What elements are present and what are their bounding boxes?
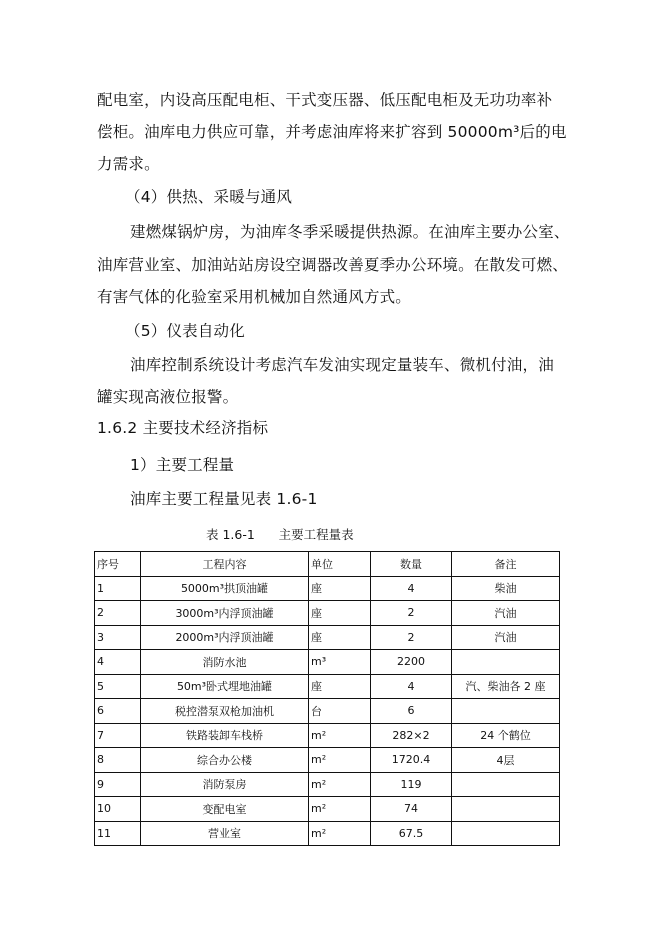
cell-seq: 6 [95, 699, 141, 724]
table-intro-text: 油库主要工程量见表 1.6-1 [130, 490, 318, 508]
cell-seq: 8 [95, 748, 141, 773]
cell-seq: 4 [95, 650, 141, 675]
cell-name: 营业室 [141, 821, 309, 846]
cell-qty: 4 [371, 576, 452, 601]
cell-seq: 1 [95, 576, 141, 601]
heading-instrument-automation: （5）仪表自动化 [125, 322, 245, 340]
paragraph-heating-line1: 建燃煤锅炉房，为油库冬季采暖提供热源。在油库主要办公室、 [130, 223, 570, 241]
header-note: 备注 [452, 552, 560, 577]
cell-unit: 座 [309, 674, 371, 699]
cell-seq: 10 [95, 797, 141, 822]
cell-name: 5000m³拱顶油罐 [141, 576, 309, 601]
cell-note: 柴油 [452, 576, 560, 601]
paragraph-power-line2: 偿柜。油库电力供应可靠，并考虑油库将来扩容到 50000m³后的电 [97, 123, 567, 141]
cell-unit: 座 [309, 601, 371, 626]
subheading-main-quantities: 1）主要工程量 [130, 456, 235, 474]
cell-name: 3000m³内浮顶油罐 [141, 601, 309, 626]
cell-note [452, 650, 560, 675]
cell-qty: 2200 [371, 650, 452, 675]
table-row [95, 821, 560, 846]
table-row [95, 797, 560, 822]
header-name: 工程内容 [141, 552, 309, 577]
cell-note [452, 772, 560, 797]
cell-seq: 2 [95, 601, 141, 626]
cell-note: 汽油 [452, 601, 560, 626]
table-row [95, 576, 560, 601]
cell-unit: m² [309, 748, 371, 773]
paragraph-power-line1: 配电室，内设高压配电柜、干式变压器、低压配电柜及无功功率补 [97, 91, 553, 109]
cell-seq: 11 [95, 821, 141, 846]
header-qty: 数量 [371, 552, 452, 577]
cell-note: 汽油 [452, 625, 560, 650]
cell-qty: 2 [371, 601, 452, 626]
cell-unit: 座 [309, 576, 371, 601]
cell-qty: 4 [371, 674, 452, 699]
cell-qty: 74 [371, 797, 452, 822]
cell-note: 24 个鹤位 [452, 723, 560, 748]
paragraph-control-line2: 罐实现高液位报警。 [97, 388, 239, 406]
cell-name: 变配电室 [141, 797, 309, 822]
cell-name: 综合办公楼 [141, 748, 309, 773]
table-header-row [95, 552, 560, 577]
cell-unit: m² [309, 772, 371, 797]
paragraph-power-line3: 力需求。 [97, 155, 160, 173]
cell-name: 消防水池 [141, 650, 309, 675]
cell-seq: 7 [95, 723, 141, 748]
table-row [95, 772, 560, 797]
table-row [95, 601, 560, 626]
cell-note [452, 821, 560, 846]
table-row [95, 650, 560, 675]
cell-unit: m² [309, 723, 371, 748]
main-quantities-table [94, 551, 560, 846]
cell-qty: 67.5 [371, 821, 452, 846]
cell-note [452, 699, 560, 724]
cell-unit: m² [309, 797, 371, 822]
cell-seq: 5 [95, 674, 141, 699]
cell-name: 2000m³内浮顶油罐 [141, 625, 309, 650]
header-seq: 序号 [95, 552, 141, 577]
cell-name: 50m³卧式埋地油罐 [141, 674, 309, 699]
header-unit: 单位 [309, 552, 371, 577]
cell-note: 汽、柴油各 2 座 [452, 674, 560, 699]
table-row [95, 625, 560, 650]
cell-seq: 3 [95, 625, 141, 650]
cell-qty: 119 [371, 772, 452, 797]
heading-heating-ventilation: （4）供热、采暖与通风 [125, 188, 293, 206]
cell-qty: 6 [371, 699, 452, 724]
cell-unit: 座 [309, 625, 371, 650]
table-caption: 表 1.6-1 主要工程量表 [206, 527, 354, 542]
table-row [95, 723, 560, 748]
table-row [95, 699, 560, 724]
cell-name: 铁路装卸车栈桥 [141, 723, 309, 748]
cell-seq: 9 [95, 772, 141, 797]
cell-qty: 282×2 [371, 723, 452, 748]
cell-note: 4层 [452, 748, 560, 773]
cell-name: 税控潜泵双枪加油机 [141, 699, 309, 724]
cell-unit: 台 [309, 699, 371, 724]
paragraph-control-line1: 油库控制系统设计考虑汽车发油实现定量装车、微机付油，油 [130, 356, 554, 374]
cell-unit: m² [309, 821, 371, 846]
cell-qty: 1720.4 [371, 748, 452, 773]
cell-unit: m³ [309, 650, 371, 675]
paragraph-heating-line2: 油库营业室、加油站站房设空调器改善夏季办公环境。在散发可燃、 [97, 256, 569, 274]
cell-note [452, 797, 560, 822]
table-row [95, 674, 560, 699]
cell-name: 消防泵房 [141, 772, 309, 797]
paragraph-heating-line3: 有害气体的化验室采用机械加自然通风方式。 [97, 288, 412, 306]
table-row [95, 748, 560, 773]
section-heading: 1.6.2 主要技术经济指标 [97, 419, 269, 437]
cell-qty: 2 [371, 625, 452, 650]
